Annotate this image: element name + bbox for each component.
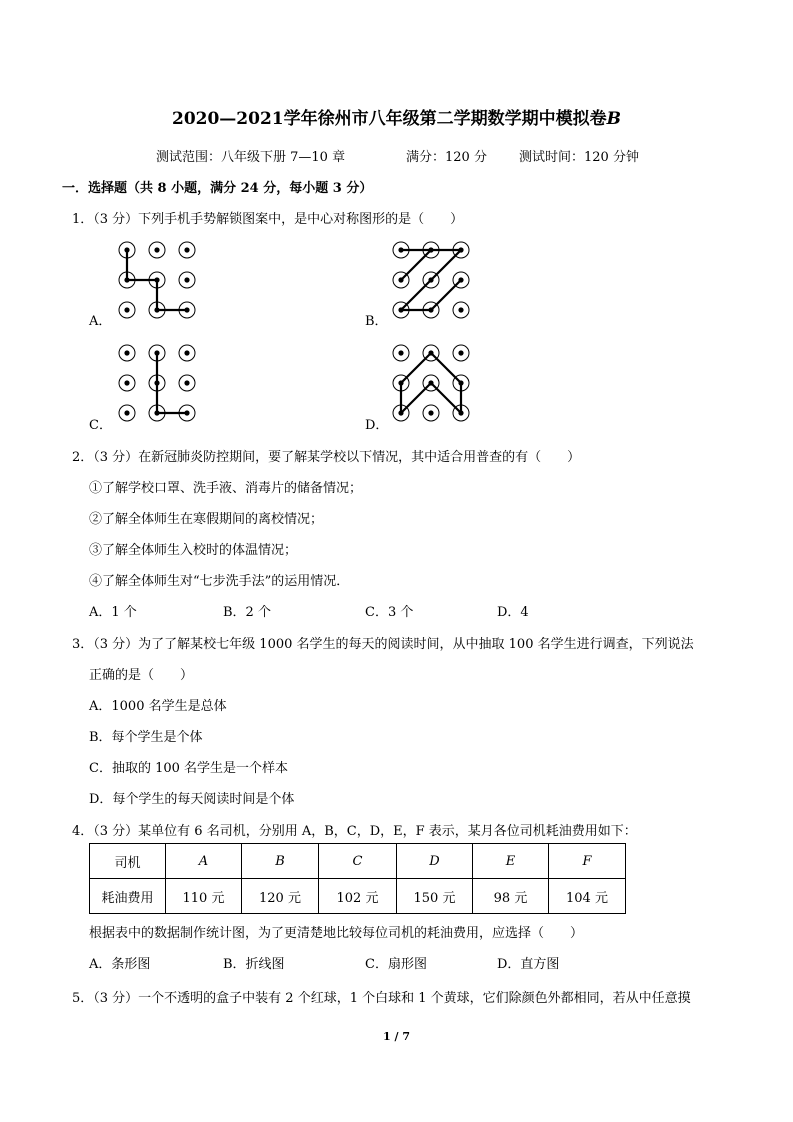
grid-dot xyxy=(428,410,433,415)
q4-option-b: B．折线图 xyxy=(223,957,285,972)
table-header-cost: 耗油费用 xyxy=(90,879,166,914)
q4-option-a: A．条形图 xyxy=(89,957,151,972)
q2-option-a: A．1 个 xyxy=(89,605,137,620)
test-time: 测试时间：120 分钟 xyxy=(519,150,639,165)
q2-option-b: B．2 个 xyxy=(223,605,271,620)
table-cell-cost: 120 元 xyxy=(242,879,319,914)
full-score: 满分：120 分 xyxy=(406,150,487,165)
section-heading: 一．选择题（共 8 小题，满分 24 分，每小题 3 分） xyxy=(62,181,373,196)
title-letter: B xyxy=(606,109,621,129)
q2-option-d: D．4 xyxy=(497,605,529,620)
table-row xyxy=(90,844,626,879)
table-row xyxy=(90,879,626,914)
q4-stem: 4．（3 分）某单位有 6 名司机，分别用 A，B，C，D，E，F 表示，某月各位司机耗油费用如下： xyxy=(72,824,637,839)
q1-option-d: D． xyxy=(365,418,389,433)
q3-option-a: A．1000 名学生是总体 xyxy=(89,699,227,714)
q5-stem: 5．（3 分）一个不透明的盒子中装有 2 个红球，1 个白球和 1 个黄球，它们除颜色外都相同，若从中任意摸 xyxy=(72,991,691,1006)
table-cell-cost: 98 元 xyxy=(473,879,549,914)
table-cell-driver: A xyxy=(166,844,242,879)
grid-dot xyxy=(398,350,403,355)
table-cell-cost: 150 元 xyxy=(397,879,473,914)
q1-stem: 1．（3 分）下列手机手势解锁图案中，是中心对称图形的是（ ） xyxy=(72,212,464,227)
q2-item-4: ④了解全体师生对“七步洗手法”的运用情况． xyxy=(89,574,350,589)
table-cell-driver: E xyxy=(473,844,549,879)
q2-item-1: ①了解学校口罩、洗手液、消毒片的储备情况； xyxy=(89,481,363,496)
table-cell-driver: D xyxy=(397,844,473,879)
q3-stem-line1: 3．（3 分）为了了解某校七年级 1000 名学生的每天的阅读时间，从中抽取 100 名学生进行调查，下列说法 xyxy=(72,637,694,652)
page-number: 1 / 7 xyxy=(383,1030,410,1043)
fuel-cost-table xyxy=(89,843,626,914)
q4-option-d: D．直方图 xyxy=(497,957,560,972)
q2-item-2: ②了解全体师生在寒假期间的离校情况； xyxy=(89,512,324,527)
q3-stem-line2: 正确的是（ ） xyxy=(89,668,194,683)
q2-stem: 2．（3 分）在新冠肺炎防控期间，要了解某学校以下情况，其中适合用普查的有（ ） xyxy=(72,450,581,465)
table-cell-cost: 102 元 xyxy=(319,879,397,914)
q3-option-b: B．每个学生是个体 xyxy=(89,730,203,745)
table-header-driver: 司机 xyxy=(90,844,166,879)
q1-option-a: A． xyxy=(89,314,112,329)
test-scope: 测试范围：八年级下册 7—10 章 xyxy=(156,150,346,165)
grid-dot xyxy=(458,350,463,355)
table-cell-cost: 104 元 xyxy=(549,879,626,914)
table-cell-driver: B xyxy=(242,844,319,879)
title-text: 2020—2021学年徐州市八年级第二学期数学期中模拟卷 xyxy=(171,109,607,129)
q2-option-c: C．3 个 xyxy=(365,605,414,620)
table-cell-driver: F xyxy=(549,844,626,879)
q3-option-c: C．抽取的 100 名学生是一个样本 xyxy=(89,761,289,776)
q4-option-c: C．扇形图 xyxy=(365,957,427,972)
q4-follow: 根据表中的数据制作统计图，为了更清楚地比较每位司机的耗油费用，应选择（ ） xyxy=(89,926,584,941)
q2-item-3: ③了解全体师生入校时的体温情况； xyxy=(89,543,298,558)
q1-option-b: B． xyxy=(365,314,388,329)
table-cell-driver: C xyxy=(319,844,397,879)
q1-option-c: C． xyxy=(89,418,112,433)
q3-option-d: D．每个学生的每天阅读时间是个体 xyxy=(89,792,295,807)
table-cell-cost: 110 元 xyxy=(166,879,242,914)
